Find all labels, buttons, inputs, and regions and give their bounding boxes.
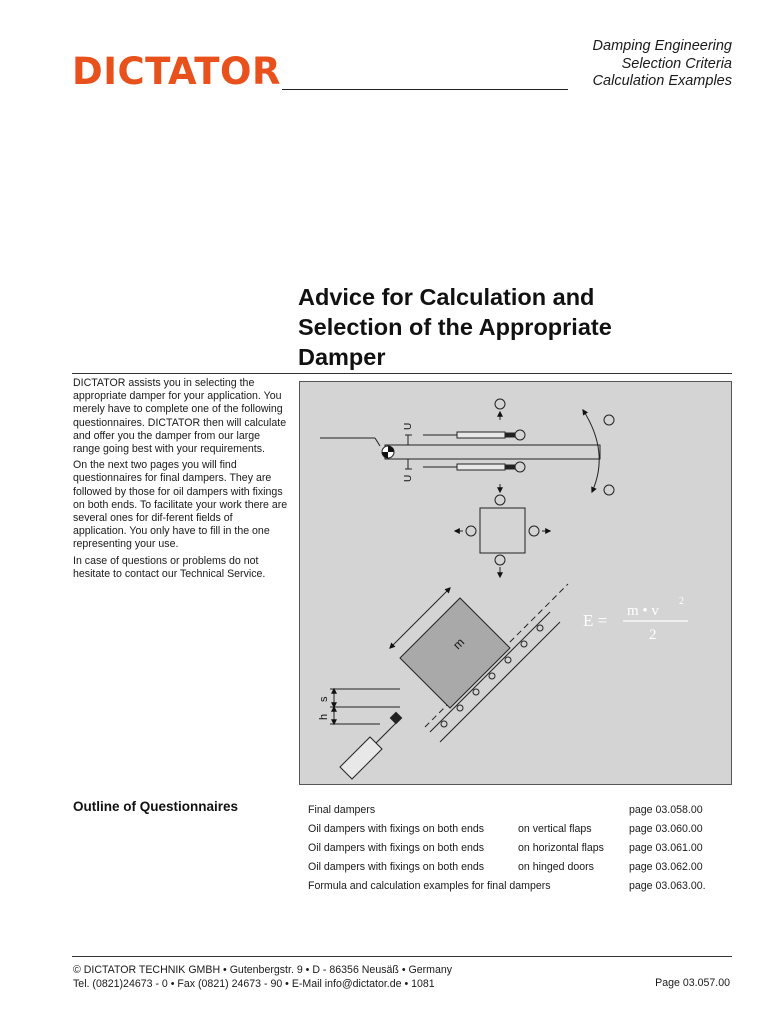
intro-paragraph-1: DICTATOR assists you in selecting the appropriate damper for your application. You merely have to complete one of the following questionnaires. DICTATOR then will calculate and offer you the damper from our large range going best with your requirements.	[73, 377, 287, 456]
outline-detail: on horizontal flaps	[518, 842, 604, 854]
outline-item: Oil dampers with fixings on both ends	[308, 842, 485, 854]
footer-line-2: Tel. (0821)24673 - 0 • Fax (0821) 24673 - 90 • E-Mail info@dictator.de • 1081	[73, 978, 435, 990]
footer-rule	[72, 956, 732, 957]
upper-damper-end	[505, 433, 515, 437]
outline-item: Oil dampers with fixings on both ends	[308, 861, 485, 873]
header-line-1: Damping Engineering	[592, 38, 732, 54]
page-title	[298, 282, 718, 372]
incline-group	[330, 584, 568, 779]
title-rule	[72, 373, 732, 374]
title-line-2: Selection of the Appropriate	[298, 314, 612, 340]
outline-page: page 03.061.00	[629, 842, 703, 854]
damper-diagram	[299, 381, 732, 785]
outline-page: page 03.060.00	[629, 823, 703, 835]
outline-item: Oil dampers with fixings on both ends	[308, 823, 485, 835]
upper-damper-body	[457, 432, 505, 438]
header-rule	[282, 89, 568, 90]
inclined-mass	[400, 598, 510, 708]
label-u-top: U	[403, 422, 414, 430]
energy-formula	[583, 596, 688, 643]
outline-row	[308, 822, 738, 841]
outline-detail: on vertical flaps	[518, 823, 592, 835]
dictator-logo: DICTATOR	[72, 50, 281, 93]
label-m: m	[450, 635, 468, 653]
footer-address	[73, 963, 452, 991]
formula-numerator: m • v	[627, 603, 659, 619]
outline-table	[308, 803, 738, 898]
leader-line-2	[375, 438, 380, 446]
header-line-3: Calculation Examples	[592, 73, 732, 89]
intro-paragraph-2: On the next two pages you will find questionnaires for final dampers. They are followed by those for oil dampers with fixings on both ends. To facilitate your work there are several ones for dif-ferent fields of application. You only have to fill in the one representing your use.	[73, 459, 288, 551]
outline-row	[308, 803, 738, 822]
beam-group	[320, 399, 614, 505]
outline-item: Formula and calculation examples for final dampers	[308, 880, 551, 892]
title-line-3: Damper	[298, 344, 386, 370]
lower-damper-end	[505, 465, 515, 469]
lower-damper-body	[457, 464, 505, 470]
formula-denominator: 2	[649, 627, 657, 643]
label-s: s	[318, 696, 330, 702]
label-h: h	[318, 713, 330, 720]
outline-page: page 03.063.00.	[629, 880, 706, 892]
intro-text	[73, 377, 288, 584]
outline-heading: Outline of Questionnaires	[73, 799, 239, 814]
damper-diagram-svg	[300, 382, 733, 786]
outline-page: page 03.062.00	[629, 861, 703, 873]
inclined-damper-body	[340, 737, 382, 779]
beam	[385, 445, 600, 459]
outline-detail: on hinged doors	[518, 861, 594, 873]
formula-lhs: E =	[583, 611, 608, 630]
outline-row	[308, 860, 738, 879]
formula-exponent: 2	[679, 596, 684, 607]
page-number: Page 03.057.00	[655, 977, 730, 989]
mass-square	[480, 508, 525, 553]
title-line-1: Advice for Calculation and	[298, 284, 595, 310]
intro-paragraph-3: In case of questions or problems do not hesitate to contact our Technical Service.	[73, 554, 266, 580]
square-group	[455, 508, 550, 577]
header-line-2: Selection Criteria	[621, 55, 732, 72]
outline-row	[308, 841, 738, 860]
footer-line-1: © DICTATOR TECHNIK GMBH • Gutenbergstr. 9 • D - 86356 Neusäß • Germany	[73, 964, 453, 976]
outline-item: Final dampers	[308, 804, 376, 816]
outline-row	[308, 879, 738, 898]
header-subtitle	[593, 38, 732, 91]
outline-page: page 03.058.00	[629, 804, 703, 816]
label-u-bottom: U	[403, 474, 414, 482]
